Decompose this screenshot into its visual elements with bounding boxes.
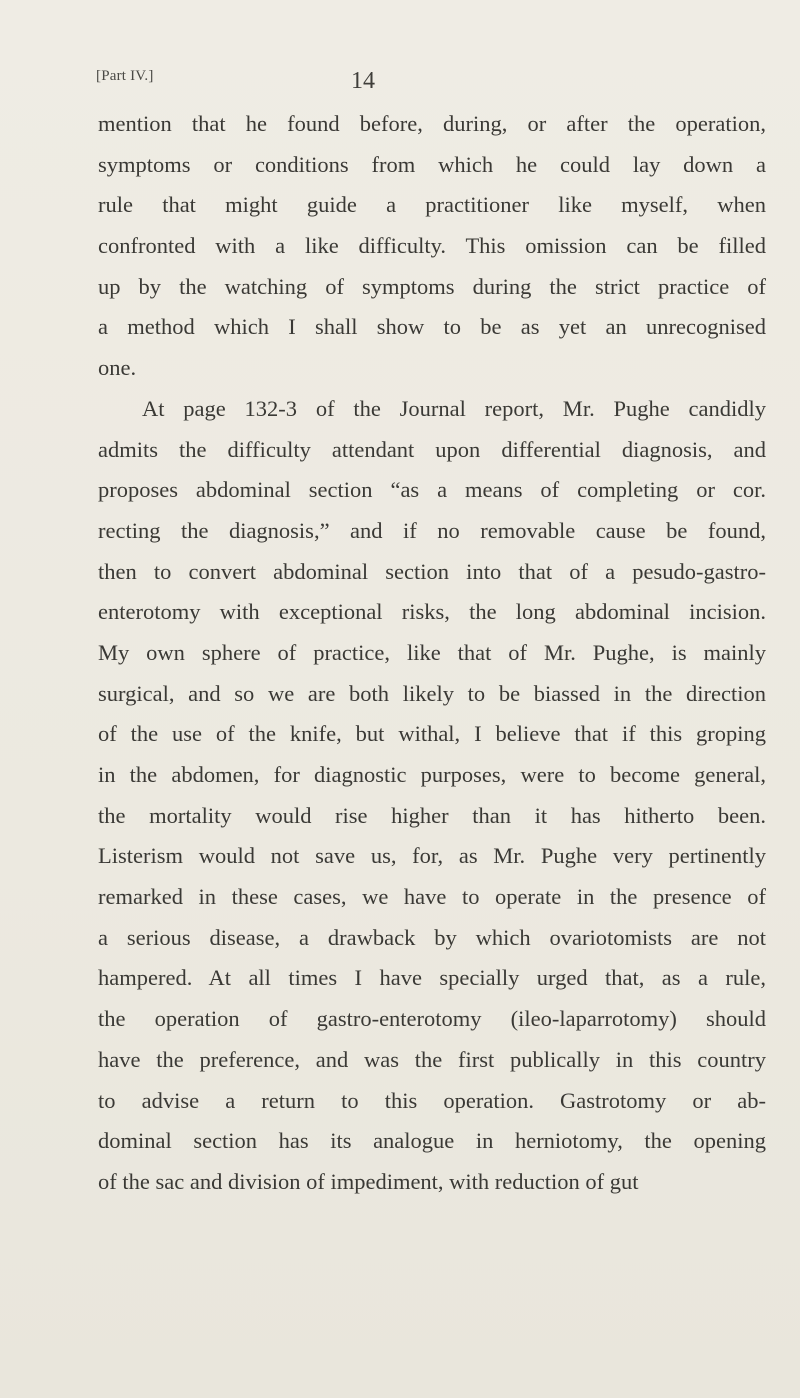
- text-line: then to convert abdominal section into that of a pesudo-gastro-: [98, 558, 766, 584]
- text-line: remarked in these cases, we have to operate in the presence of: [98, 884, 766, 910]
- text-line: mention that he found before, during, or after the operation,: [98, 111, 766, 136]
- text-line: the mortality would rise higher than it has hitherto been.: [98, 802, 766, 828]
- text-line: in the abdomen, for diagnostic purposes, were to become general,: [98, 762, 766, 787]
- text-line: hampered. At all times I have specially urged that, as a rule,: [98, 965, 766, 991]
- text-line: Listerism would not save us, for, as Mr. Pughe very pertinently: [98, 843, 766, 869]
- text-line: of the use of the knife, but withal, I believe that if this groping: [98, 721, 766, 747]
- text-line: have the preference, and was the first publically in this country: [98, 1046, 766, 1072]
- text-line: of the sac and division of impediment, with reduction of gut: [98, 1168, 639, 1194]
- part-label: [Part IV.]: [96, 68, 154, 84]
- paragraph-start-line: At page 132-3 of the Journal report, Mr. Pughe candidly: [142, 395, 766, 421]
- text-line: recting the diagnosis,” and if no removable cause be found,: [98, 517, 766, 543]
- text-line: confronted with a like difficulty. This omission can be filled: [98, 233, 766, 259]
- text-line: proposes abdominal section “as a means of completing or cor.: [98, 477, 766, 503]
- text-line: admits the difficulty attendant upon differential diagnosis, and: [98, 436, 766, 462]
- text-line: to advise a return to this operation. Gastrotomy or ab-: [98, 1087, 766, 1113]
- text-line: enterotomy with exceptional risks, the long abdominal incision.: [98, 599, 766, 625]
- text-line: up by the watching of symptoms during the strict practice of: [98, 273, 766, 299]
- running-header: [96, 62, 716, 102]
- text-line: My own sphere of practice, like that of Mr. Pughe, is mainly: [98, 639, 766, 665]
- text-line: the operation of gastro-enterotomy (ileo-laparrotomy) should: [98, 1006, 766, 1032]
- text-line: dominal section has its analogue in herniotomy, the opening: [98, 1128, 766, 1154]
- text-line: surgical, and so we are both likely to be biassed in the direction: [98, 680, 766, 706]
- text-line: symptoms or conditions from which he could lay down a: [98, 151, 766, 177]
- text-line: a serious disease, a drawback by which ovariotomists are not: [98, 924, 766, 950]
- body-text: [98, 104, 766, 1203]
- text-line: rule that might guide a practitioner like myself, when: [98, 192, 766, 218]
- text-line: one.: [98, 355, 137, 381]
- text-line: a method which I shall show to be as yet an unrecognised: [98, 314, 766, 340]
- page-number: 14: [351, 68, 375, 94]
